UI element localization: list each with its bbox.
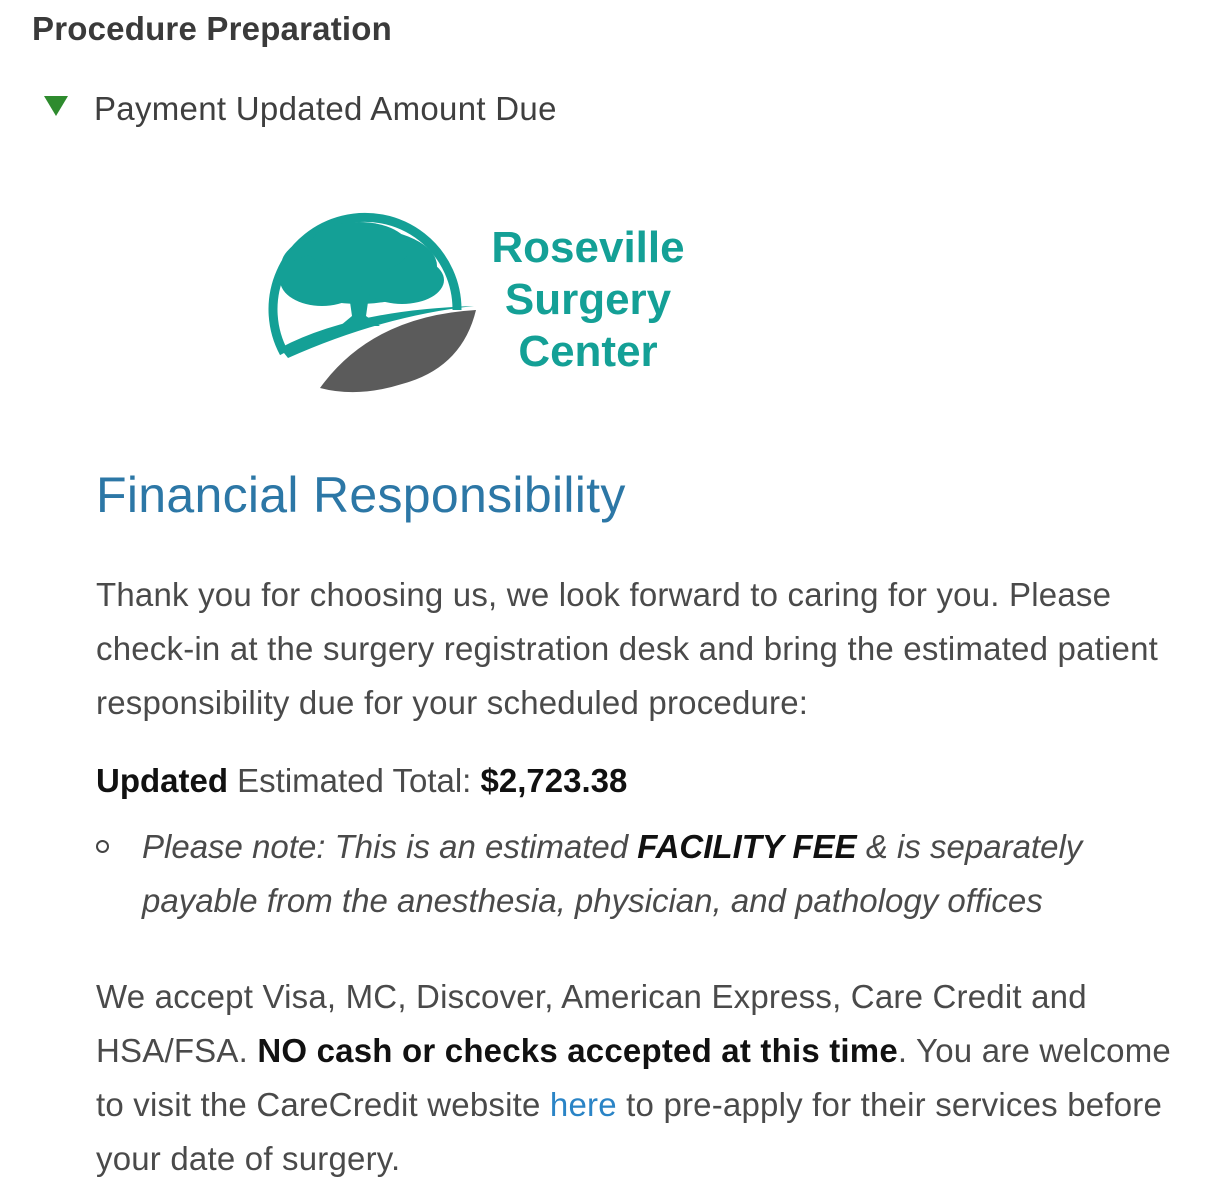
logo-line-3: Center [518, 327, 658, 376]
payment-part-3: to pre-apply for their services before your date of surgery. [96, 1086, 1162, 1177]
note-part-1: Please note: This is an estimated [142, 828, 638, 865]
logo-wordmark [478, 222, 698, 378]
payment-part-2: . You are welcome to visit the CareCredit website [96, 1032, 1171, 1123]
roseville-surgery-center-logo [262, 198, 702, 398]
intro-paragraph: Thank you for choosing us, we look forward to caring for you. Please check-in at the surgery registration desk and bring the estimated patient responsibility due for your scheduled procedure: [96, 576, 1159, 721]
total-amount: $2,723.38 [480, 762, 628, 799]
payment-part-1: We accept Visa, MC, Discover, American Express, Care Credit and HSA/FSA. [96, 978, 1087, 1069]
note-facility-fee: FACILITY FEE [637, 828, 857, 865]
total-updated-label: Updated [96, 762, 228, 799]
estimated-total-line [96, 754, 627, 808]
logo-line-1: Roseville [491, 223, 685, 272]
total-label: Estimated Total: [228, 762, 481, 799]
logo-line-2: Surgery [504, 275, 672, 324]
disclosure-label[interactable]: Payment Updated Amount Due [94, 90, 557, 127]
disclosure-triangle-icon[interactable] [44, 96, 68, 116]
section-title: Procedure Preparation [32, 10, 392, 47]
no-cash-notice: NO cash or checks accepted at this time [257, 1032, 898, 1069]
carecredit-here-link[interactable]: here [549, 1086, 617, 1123]
payment-methods-paragraph [96, 970, 1186, 1186]
financial-responsibility-heading: Financial Responsibility [96, 467, 626, 523]
bullet-icon [96, 840, 109, 853]
note-part-2: & is separately payable from the anesthesia, physician, and pathology offices [142, 828, 1083, 919]
tree-logo-icon [262, 198, 482, 398]
note-text [142, 820, 1182, 928]
payment-disclosure-toggle[interactable] [44, 90, 557, 128]
